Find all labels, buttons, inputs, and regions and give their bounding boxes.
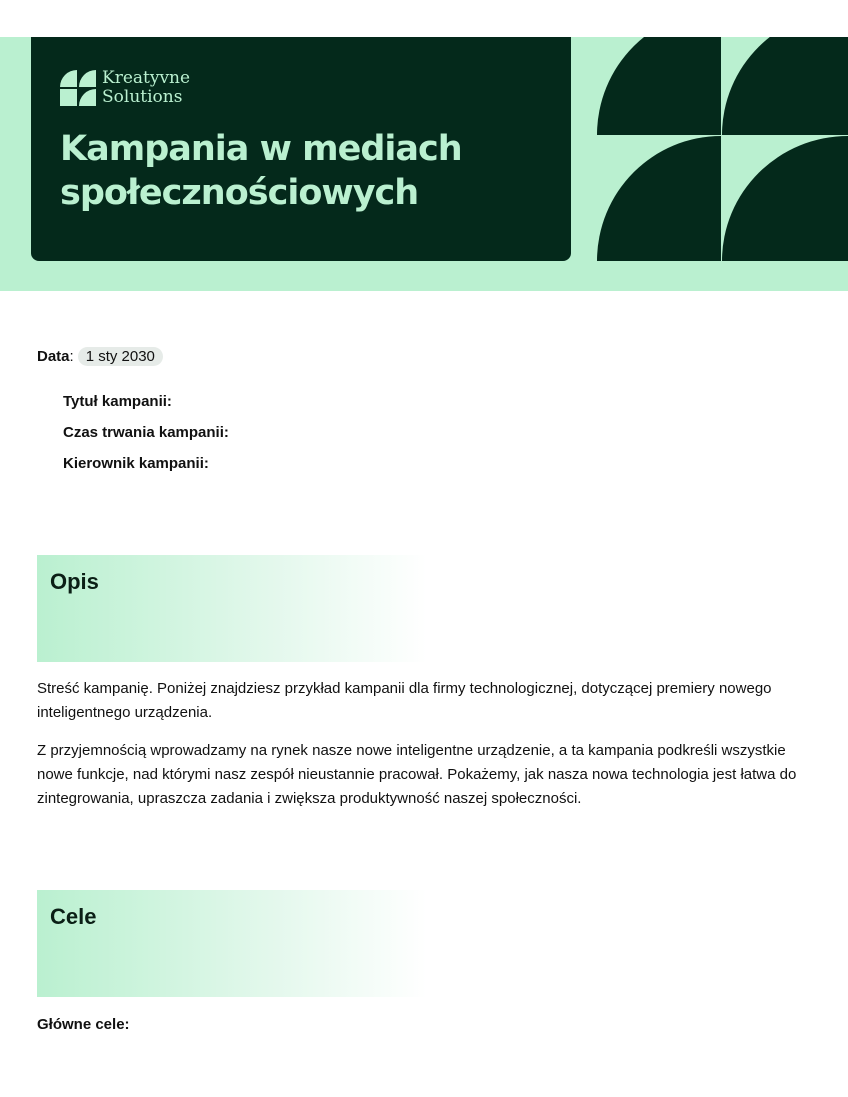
campaign-fields [63, 393, 229, 486]
section-heading: Opis [50, 569, 99, 594]
decorative-shapes [597, 37, 848, 261]
brand-name-line2: Solutions [102, 87, 183, 107]
section-header-cele [37, 890, 427, 997]
date-label: Data [37, 348, 70, 365]
header-hero [31, 37, 571, 261]
date-chip[interactable]: 1 sty 2030 [78, 347, 163, 366]
section-header-opis [37, 555, 427, 662]
brand-logo [60, 69, 190, 107]
logo-icon [60, 70, 96, 106]
paragraph: Streść kampanię. Poniżej znajdziesz przykład kampanii dla firmy technologicznej, dotyczącej premiery nowego inteligentnego urządzenia. [37, 680, 772, 721]
brand-name-line1: Kreatyvne [102, 68, 191, 88]
paragraph: Z przyjemnością wprowadzamy na rynek nasze nowe inteligentne urządzenie, a ta kampania podkreśli wszystkie nowe funkcje, nad którymi nasz zespół nieustannie pracował. Pokażemy, jak nasza nowa technologia jest łatwa do zintegrowania, upraszcza zadania i zwiększa produktywność naszej społeczności. [37, 742, 797, 807]
field-campaign-title: Tytuł kampanii: [63, 393, 172, 410]
section-heading: Cele [50, 904, 97, 929]
page-title [60, 127, 462, 215]
field-campaign-manager: Kierownik kampanii: [63, 455, 209, 472]
field-campaign-duration: Czas trwania kampanii: [63, 424, 229, 441]
title-line-2: społecznościowych [60, 173, 419, 213]
subheading-main-goals: Główne cele: [37, 1016, 130, 1033]
title-line-1: Kampania w mediach [60, 129, 462, 169]
date-row: Data: 1 sty 2030 [37, 347, 163, 366]
